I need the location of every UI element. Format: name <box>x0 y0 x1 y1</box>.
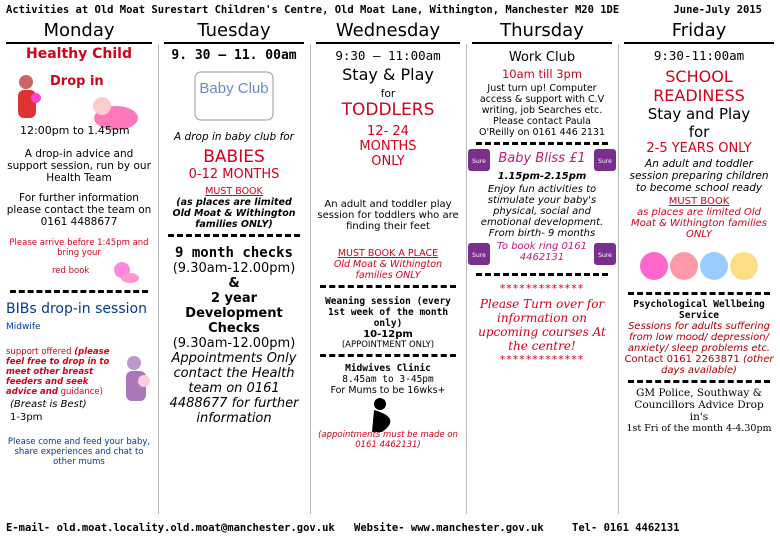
day-heading: Wednesday <box>316 20 460 44</box>
stars-top: ************* <box>499 282 585 295</box>
appointments-must: (appointments must be made on 0161 4462131) <box>318 430 458 450</box>
dropin-label: Drop in <box>50 74 104 89</box>
svg-text:Sure: Sure <box>598 158 612 165</box>
pregnancy-block <box>312 396 464 454</box>
day-heading: Monday <box>6 20 152 44</box>
svg-text:Sure: Sure <box>472 252 486 259</box>
bibs-description: support offered (please feel free to drop in to meet other breast feeders and seek advice and guidance) <box>6 347 110 397</box>
age-range: 12- 24 MONTHS ONLY <box>359 124 417 169</box>
footer-tel: Tel- 0161 4462131 <box>572 522 680 534</box>
baby-club-logo <box>160 71 308 125</box>
column-divider <box>466 44 467 514</box>
divider <box>476 273 608 276</box>
tuesday-column <box>160 20 308 518</box>
page-footer <box>6 522 776 538</box>
column-divider <box>618 44 619 514</box>
appointments-note: Appointments Only contact the Health team on 0161 4488677 for further information <box>169 351 299 426</box>
day-heading: Friday <box>624 20 774 44</box>
divider <box>628 292 770 295</box>
dev-checks-time: (9.30am-12.00pm) <box>172 336 296 351</box>
baby-icon <box>112 260 140 284</box>
footer-website[interactable]: Website- www.manchester.gov.uk <box>354 522 544 534</box>
dropin-text: A drop in baby club for <box>174 131 294 143</box>
checks-title: 9 month checks <box>174 245 293 261</box>
stay-play-title: Stay & Play <box>342 65 434 84</box>
day-heading: Thursday <box>472 20 612 44</box>
divider <box>476 142 608 145</box>
weaning-title: Weaning session (every 1st week of the month only) <box>325 296 451 329</box>
toddlers-label: TODDLERS <box>341 100 435 120</box>
bibs-time: 1-3pm <box>10 412 43 423</box>
psych-description: Sessions for adults suffering from low mood/ depression/ anxiety/ sleep problems etc. Contact 0161 2263871 (other days available) <box>624 321 774 376</box>
checks-time: (9.30am-12.00pm) <box>172 261 296 276</box>
police-when: 1st Fri of the month 4-4.30pm <box>626 423 772 434</box>
midwives-time: 8.45am to 3-45pm <box>342 374 434 385</box>
svg-text:Sure: Sure <box>472 158 486 165</box>
midwives-title: Midwives Clinic <box>345 363 431 374</box>
bibs-come: Please come and feed your baby, share experiences and chat to other mums <box>7 437 151 467</box>
session-time: 9:30-11:00am <box>653 48 745 63</box>
period-label: June-July 2015 <box>673 4 762 16</box>
bibs-block <box>2 347 156 423</box>
divider <box>10 290 148 293</box>
divider <box>320 285 456 288</box>
baby-bliss-row <box>468 149 616 171</box>
baby-club-logo-text: Baby Club <box>199 80 269 97</box>
babies-label: BABIES <box>203 147 265 167</box>
for-label: for <box>380 88 396 100</box>
svg-text:Sure: Sure <box>598 252 612 259</box>
school-kids-icon <box>634 244 764 288</box>
families-note: Old Moat & Withington families ONLY <box>333 259 443 281</box>
bibs-best: (Breast is Best) <box>10 399 87 410</box>
breastfeeding-icon <box>120 353 154 403</box>
session-time: 9. 30 – 11. 00am <box>171 48 297 63</box>
work-club-description: Just turn up! Computer access & support with C.V writing, job Searches etc. Please contact Paula O'Reilly on 0161 446 2131 <box>478 83 606 138</box>
red-book-label: red book <box>52 266 90 276</box>
police-title: GM Police, Southway & Councillors Advice Drop in's <box>634 387 764 423</box>
pregnancy-icon <box>362 396 406 434</box>
monday-column <box>2 20 156 518</box>
dropin-time: 12:00pm to 1.45pm <box>20 124 130 137</box>
limited-note: as places are limited Old Moat & Withington families ONLY <box>631 207 767 240</box>
work-club-time: 10am till 3pm <box>501 67 583 81</box>
must-book: MUST BOOK <box>205 186 263 197</box>
turn-over-note: Please Turn over for information on upcoming courses At the centre! <box>478 297 606 353</box>
baby-bliss-title: Baby Bliss £1 <box>498 151 586 166</box>
limited-note: (as places are limited Old Moat & Withington families ONLY) <box>172 197 296 230</box>
thursday-column <box>468 20 616 518</box>
midwives-mums: For Mums to be 16wks+ <box>330 385 446 396</box>
session-description: An adult and toddler play session for toddlers who are finding their feet <box>317 199 459 232</box>
school-readiness-title: SCHOOL READINESS <box>653 67 745 105</box>
bibs-title: BIBs drop-in session Midwife <box>6 301 147 332</box>
dropin-block <box>2 62 156 142</box>
mother-baby-icon <box>12 72 46 122</box>
wednesday-column <box>312 20 464 518</box>
dropin-description: A drop-in advice and support session, run by our Health Team <box>7 148 151 184</box>
session-description: An adult and toddler session preparing children to become school ready <box>629 158 769 194</box>
baby-bliss-description: Enjoy fun activities to stimulate your baby's physical, social and emotional development. From birth- 9 months <box>480 184 604 239</box>
divider <box>168 234 300 237</box>
column-divider <box>310 44 311 514</box>
for-label: for <box>688 123 710 141</box>
healthy-child-heading: Healthy Child <box>26 46 132 62</box>
friday-column <box>620 20 778 518</box>
arrive-note: Please arrive before 1:45pm and bring your <box>9 238 149 258</box>
surestart-logo-icon <box>468 149 490 171</box>
weaning-time: 10-12pm <box>363 329 413 340</box>
baby-club-logo-icon <box>194 71 274 121</box>
dev-checks-title: 2 year Development Checks <box>185 291 283 336</box>
work-club-title: Work Club <box>508 50 576 65</box>
page-header <box>6 2 774 18</box>
age-range: 2-5 YEARS ONLY <box>646 141 752 156</box>
column-divider <box>158 44 159 514</box>
must-book: MUST BOOK A PLACE <box>337 248 439 259</box>
divider <box>628 380 770 383</box>
session-time: 9:30 – 11:00am <box>335 48 441 63</box>
day-heading: Tuesday <box>164 20 304 44</box>
page-title: Activities at Old Moat Surestart Children's Centre, Old Moat Lane, Withington, Manchester M20 1DE <box>6 4 620 16</box>
age-range: 0-12 MONTHS <box>188 167 280 182</box>
appointment-only: (APPOINTMENT ONLY) <box>341 340 435 350</box>
stay-play-title: Stay and Play <box>647 105 751 123</box>
divider <box>320 354 456 357</box>
surestart-logo-icon <box>594 243 616 265</box>
surestart-logo-icon <box>468 243 490 265</box>
footer-email[interactable]: E-mail- old.moat.locality.old.moat@manchester.gov.uk <box>6 522 335 534</box>
surestart-logo-icon <box>594 149 616 171</box>
stars-bottom: ************* <box>499 353 585 366</box>
baby-bliss-time: 1.15pm-2.15pm <box>497 171 587 182</box>
must-book: MUST BOOK <box>668 196 730 207</box>
contact-info: For further information please contact the team on 0161 4488677 <box>6 192 152 228</box>
baby-bliss-book: To book ring 0161 4462131 <box>497 241 587 263</box>
baby-bliss-book-row <box>468 239 616 269</box>
psych-title: Psychological Wellbeing Service <box>633 299 765 321</box>
red-book-row <box>2 258 156 286</box>
ampersand: & <box>228 276 240 291</box>
